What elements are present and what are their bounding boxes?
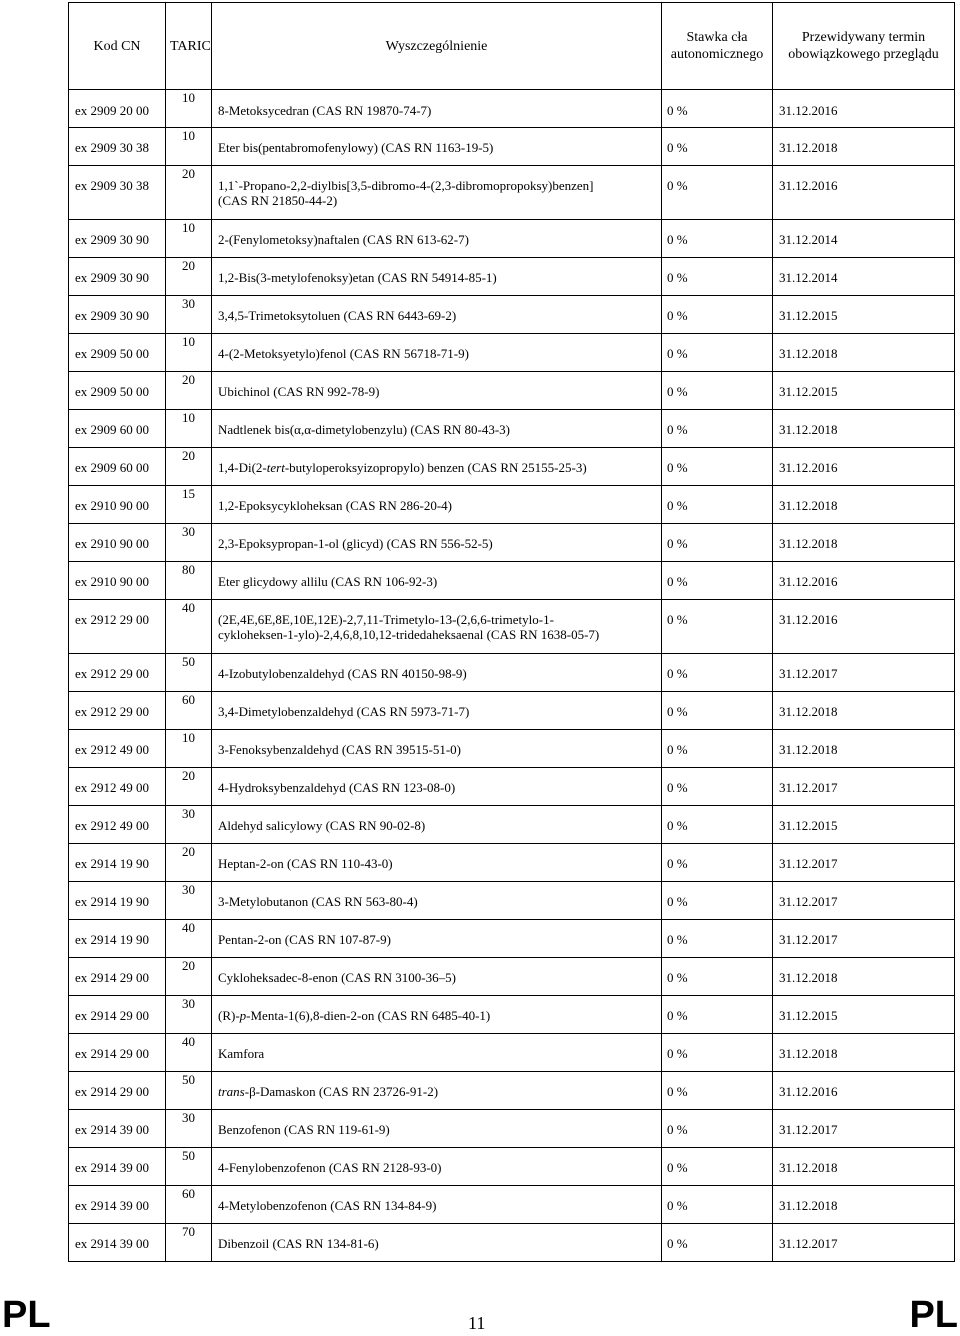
cell-termin: 31.12.2018 xyxy=(773,410,955,448)
cell-stawka: 0 % xyxy=(662,334,773,372)
cell-taric: 60 xyxy=(166,1186,212,1224)
cell-termin: 31.12.2016 xyxy=(773,600,955,654)
table-row xyxy=(69,1224,955,1262)
cell-stawka: 0 % xyxy=(662,844,773,882)
cell-stawka: 0 % xyxy=(662,524,773,562)
cell-description: 4-Metylobenzofenon (CAS RN 134-84-9) xyxy=(212,1186,662,1224)
cell-description: 2-(Fenylometoksy)naftalen (CAS RN 613-62-7) xyxy=(212,220,662,258)
page-footer xyxy=(0,1290,960,1334)
footer-language-code-right: PL xyxy=(909,1294,958,1336)
cell-kod-cn: ex 2909 30 90 xyxy=(69,296,166,334)
cell-stawka: 0 % xyxy=(662,486,773,524)
header-termin: Przewidywany termin obowiązkowego przeglądu xyxy=(773,3,955,90)
cell-stawka: 0 % xyxy=(662,1186,773,1224)
cell-stawka: 0 % xyxy=(662,562,773,600)
cell-description xyxy=(212,600,662,654)
cell-description: 3,4,5-Trimetoksytoluen (CAS RN 6443-69-2) xyxy=(212,296,662,334)
cell-taric: 10 xyxy=(166,220,212,258)
cell-kod-cn: ex 2914 29 00 xyxy=(69,1072,166,1110)
cell-taric: 20 xyxy=(166,448,212,486)
table-row xyxy=(69,1186,955,1224)
tariff-table xyxy=(68,2,955,1262)
cell-taric: 10 xyxy=(166,128,212,166)
cell-stawka: 0 % xyxy=(662,296,773,334)
description-line: cykloheksen-1-ylo)-2,4,6,8,10,12-tridedaheksaenal (CAS RN 1638-05-7) xyxy=(218,627,600,642)
description-line: (2E,4E,6E,8E,10E,12E)-2,7,11-Trimetylo-13-(2,6,6-trimetylo-1- xyxy=(218,612,554,627)
cell-description: Cykloheksadec-8-enon (CAS RN 3100-36–5) xyxy=(212,958,662,996)
cell-stawka: 0 % xyxy=(662,372,773,410)
cell-taric: 30 xyxy=(166,996,212,1034)
cell-stawka: 0 % xyxy=(662,1072,773,1110)
cell-termin: 31.12.2017 xyxy=(773,882,955,920)
table-row xyxy=(69,128,955,166)
cell-taric: 10 xyxy=(166,410,212,448)
cell-description: 1,2-Bis(3-metylofenoksy)etan (CAS RN 54914-85-1) xyxy=(212,258,662,296)
cell-termin: 31.12.2017 xyxy=(773,1110,955,1148)
cell-termin: 31.12.2016 xyxy=(773,1072,955,1110)
cell-termin: 31.12.2018 xyxy=(773,1186,955,1224)
cell-kod-cn: ex 2912 29 00 xyxy=(69,654,166,692)
cell-termin: 31.12.2018 xyxy=(773,1148,955,1186)
cell-description xyxy=(212,448,662,486)
table-row xyxy=(69,334,955,372)
cell-taric: 20 xyxy=(166,958,212,996)
table-header-row xyxy=(69,3,955,90)
table-row xyxy=(69,1148,955,1186)
cell-taric: 60 xyxy=(166,692,212,730)
cell-taric: 30 xyxy=(166,806,212,844)
cell-stawka: 0 % xyxy=(662,410,773,448)
cell-kod-cn: ex 2910 90 00 xyxy=(69,524,166,562)
cell-stawka: 0 % xyxy=(662,768,773,806)
table-body xyxy=(69,90,955,1262)
cell-description: 4-Fenylobenzofenon (CAS RN 2128-93-0) xyxy=(212,1148,662,1186)
cell-taric: 40 xyxy=(166,600,212,654)
cell-taric: 10 xyxy=(166,90,212,128)
cell-stawka: 0 % xyxy=(662,1224,773,1262)
table-row xyxy=(69,220,955,258)
cell-description: 1,2-Epoksycykloheksan (CAS RN 286-20-4) xyxy=(212,486,662,524)
cell-description: 4-Hydroksybenzaldehyd (CAS RN 123-08-0) xyxy=(212,768,662,806)
cell-kod-cn: ex 2912 29 00 xyxy=(69,692,166,730)
table-row xyxy=(69,524,955,562)
description-italic-text: trans xyxy=(218,1084,245,1099)
cell-kod-cn: ex 2909 60 00 xyxy=(69,410,166,448)
cell-kod-cn: ex 2909 30 90 xyxy=(69,258,166,296)
cell-kod-cn: ex 2914 39 00 xyxy=(69,1186,166,1224)
cell-termin: 31.12.2016 xyxy=(773,90,955,128)
cell-termin: 31.12.2018 xyxy=(773,486,955,524)
cell-kod-cn: ex 2909 20 00 xyxy=(69,90,166,128)
description-italic-text: p xyxy=(239,1008,247,1023)
cell-stawka: 0 % xyxy=(662,996,773,1034)
cell-taric: 10 xyxy=(166,334,212,372)
cell-kod-cn: ex 2910 90 00 xyxy=(69,562,166,600)
cell-taric: 40 xyxy=(166,1034,212,1072)
cell-stawka: 0 % xyxy=(662,448,773,486)
cell-description: Ubichinol (CAS RN 992-78-9) xyxy=(212,372,662,410)
cell-kod-cn: ex 2914 19 90 xyxy=(69,844,166,882)
table-row xyxy=(69,654,955,692)
description-text: -Menta-1(6),8-dien-2-on (CAS RN 6485-40-1) xyxy=(246,1008,491,1023)
cell-taric: 50 xyxy=(166,654,212,692)
footer-language-code-left: PL xyxy=(2,1294,51,1336)
cell-description: Nadtlenek bis(α,α-dimetylobenzylu) (CAS RN 80-43-3) xyxy=(212,410,662,448)
cell-stawka: 0 % xyxy=(662,920,773,958)
cell-kod-cn: ex 2909 30 38 xyxy=(69,166,166,220)
cell-stawka: 0 % xyxy=(662,692,773,730)
cell-stawka: 0 % xyxy=(662,806,773,844)
cell-description: Aldehyd salicylowy (CAS RN 90-02-8) xyxy=(212,806,662,844)
cell-stawka: 0 % xyxy=(662,730,773,768)
cell-termin: 31.12.2015 xyxy=(773,296,955,334)
table-row xyxy=(69,1110,955,1148)
description-line: 1,1`-Propano-2,2-diylbis[3,5-dibromo-4-(2,3-dibromopropoksy)benzen] xyxy=(218,178,594,193)
cell-kod-cn: ex 2909 60 00 xyxy=(69,448,166,486)
cell-stawka: 0 % xyxy=(662,654,773,692)
table-row xyxy=(69,296,955,334)
table-row xyxy=(69,920,955,958)
cell-description: 3-Fenoksybenzaldehyd (CAS RN 39515-51-0) xyxy=(212,730,662,768)
header-stawka: Stawka cła autonomicznego xyxy=(662,3,773,90)
cell-kod-cn: ex 2912 49 00 xyxy=(69,768,166,806)
description-text: (R)- xyxy=(218,1008,240,1023)
cell-termin: 31.12.2016 xyxy=(773,166,955,220)
cell-termin: 31.12.2017 xyxy=(773,920,955,958)
cell-description: 3-Metylobutanon (CAS RN 563-80-4) xyxy=(212,882,662,920)
cell-description: 3,4-Dimetylobenzaldehyd (CAS RN 5973-71-7) xyxy=(212,692,662,730)
table-row xyxy=(69,372,955,410)
cell-stawka: 0 % xyxy=(662,882,773,920)
cell-taric: 20 xyxy=(166,166,212,220)
cell-stawka: 0 % xyxy=(662,258,773,296)
header-taric: TARIC xyxy=(166,3,212,90)
table-row xyxy=(69,1034,955,1072)
cell-stawka: 0 % xyxy=(662,1110,773,1148)
table-row xyxy=(69,996,955,1034)
cell-taric: 30 xyxy=(166,882,212,920)
cell-kod-cn: ex 2912 29 00 xyxy=(69,600,166,654)
cell-termin: 31.12.2017 xyxy=(773,768,955,806)
cell-description: Eter glicydowy allilu (CAS RN 106-92-3) xyxy=(212,562,662,600)
cell-termin: 31.12.2014 xyxy=(773,220,955,258)
cell-description xyxy=(212,996,662,1034)
cell-termin: 31.12.2017 xyxy=(773,1224,955,1262)
cell-taric: 30 xyxy=(166,1110,212,1148)
table-row xyxy=(69,730,955,768)
cell-kod-cn: ex 2909 50 00 xyxy=(69,372,166,410)
cell-kod-cn: ex 2910 90 00 xyxy=(69,486,166,524)
table-row xyxy=(69,486,955,524)
cell-termin: 31.12.2014 xyxy=(773,258,955,296)
cell-taric: 20 xyxy=(166,372,212,410)
description-text: -butyloperoksyizopropylo) benzen (CAS RN 25155-25-3) xyxy=(284,460,587,475)
table-row xyxy=(69,806,955,844)
cell-taric: 40 xyxy=(166,920,212,958)
header-wyszczegolnienie: Wyszczególnienie xyxy=(212,3,662,90)
cell-kod-cn: ex 2914 39 00 xyxy=(69,1110,166,1148)
cell-stawka: 0 % xyxy=(662,90,773,128)
cell-description: Dibenzoil (CAS RN 134-81-6) xyxy=(212,1224,662,1262)
cell-stawka: 0 % xyxy=(662,128,773,166)
cell-taric: 50 xyxy=(166,1148,212,1186)
cell-termin: 31.12.2016 xyxy=(773,448,955,486)
cell-description xyxy=(212,166,662,220)
table-row xyxy=(69,90,955,128)
cell-stawka: 0 % xyxy=(662,1034,773,1072)
cell-description: 4-Izobutylobenzaldehyd (CAS RN 40150-98-9) xyxy=(212,654,662,692)
cell-kod-cn: ex 2909 30 38 xyxy=(69,128,166,166)
page-number: 11 xyxy=(468,1313,486,1333)
table-row xyxy=(69,448,955,486)
cell-description: Kamfora xyxy=(212,1034,662,1072)
cell-taric: 70 xyxy=(166,1224,212,1262)
cell-kod-cn: ex 2912 49 00 xyxy=(69,730,166,768)
cell-kod-cn: ex 2909 30 90 xyxy=(69,220,166,258)
table-row xyxy=(69,1072,955,1110)
cell-taric: 10 xyxy=(166,730,212,768)
cell-termin: 31.12.2018 xyxy=(773,692,955,730)
cell-kod-cn: ex 2914 29 00 xyxy=(69,1034,166,1072)
cell-stawka: 0 % xyxy=(662,600,773,654)
cell-description xyxy=(212,1072,662,1110)
cell-kod-cn: ex 2909 50 00 xyxy=(69,334,166,372)
cell-termin: 31.12.2017 xyxy=(773,844,955,882)
cell-kod-cn: ex 2914 29 00 xyxy=(69,958,166,996)
cell-description: 2,3-Epoksypropan-1-ol (glicyd) (CAS RN 556-52-5) xyxy=(212,524,662,562)
cell-taric: 50 xyxy=(166,1072,212,1110)
cell-stawka: 0 % xyxy=(662,1148,773,1186)
cell-taric: 20 xyxy=(166,258,212,296)
table-row xyxy=(69,768,955,806)
table-row xyxy=(69,882,955,920)
table-row xyxy=(69,692,955,730)
description-italic-text: tert xyxy=(266,460,285,475)
cell-termin: 31.12.2018 xyxy=(773,730,955,768)
table-row xyxy=(69,410,955,448)
table-row xyxy=(69,166,955,220)
cell-taric: 30 xyxy=(166,296,212,334)
description-text: -β-Damaskon (CAS RN 23726-91-2) xyxy=(244,1084,439,1099)
cell-taric: 20 xyxy=(166,844,212,882)
cell-termin: 31.12.2017 xyxy=(773,654,955,692)
cell-taric: 20 xyxy=(166,768,212,806)
description-text: 1,4-Di(2- xyxy=(218,460,267,475)
cell-description: Heptan-2-on (CAS RN 110-43-0) xyxy=(212,844,662,882)
cell-termin: 31.12.2018 xyxy=(773,128,955,166)
header-kod-cn: Kod CN xyxy=(69,3,166,90)
table-row xyxy=(69,958,955,996)
cell-stawka: 0 % xyxy=(662,220,773,258)
cell-kod-cn: ex 2912 49 00 xyxy=(69,806,166,844)
cell-termin: 31.12.2015 xyxy=(773,372,955,410)
cell-stawka: 0 % xyxy=(662,166,773,220)
cell-termin: 31.12.2018 xyxy=(773,524,955,562)
cell-termin: 31.12.2018 xyxy=(773,334,955,372)
table-row xyxy=(69,562,955,600)
cell-kod-cn: ex 2914 39 00 xyxy=(69,1148,166,1186)
table-row xyxy=(69,258,955,296)
cell-description: 4-(2-Metoksyetylo)fenol (CAS RN 56718-71-9) xyxy=(212,334,662,372)
description-line: (CAS RN 21850-44-2) xyxy=(218,193,338,208)
cell-termin: 31.12.2015 xyxy=(773,806,955,844)
cell-stawka: 0 % xyxy=(662,958,773,996)
cell-kod-cn: ex 2914 19 90 xyxy=(69,882,166,920)
cell-taric: 15 xyxy=(166,486,212,524)
cell-taric: 30 xyxy=(166,524,212,562)
cell-description: Eter bis(pentabromofenylowy) (CAS RN 1163-19-5) xyxy=(212,128,662,166)
cell-kod-cn: ex 2914 19 90 xyxy=(69,920,166,958)
cell-description: Benzofenon (CAS RN 119-61-9) xyxy=(212,1110,662,1148)
cell-termin: 31.12.2018 xyxy=(773,958,955,996)
cell-termin: 31.12.2016 xyxy=(773,562,955,600)
table-row xyxy=(69,844,955,882)
cell-termin: 31.12.2018 xyxy=(773,1034,955,1072)
cell-description: Pentan-2-on (CAS RN 107-87-9) xyxy=(212,920,662,958)
cell-kod-cn: ex 2914 29 00 xyxy=(69,996,166,1034)
cell-description: 8-Metoksycedran (CAS RN 19870-74-7) xyxy=(212,90,662,128)
cell-termin: 31.12.2015 xyxy=(773,996,955,1034)
table-row xyxy=(69,600,955,654)
cell-taric: 80 xyxy=(166,562,212,600)
cell-kod-cn: ex 2914 39 00 xyxy=(69,1224,166,1262)
